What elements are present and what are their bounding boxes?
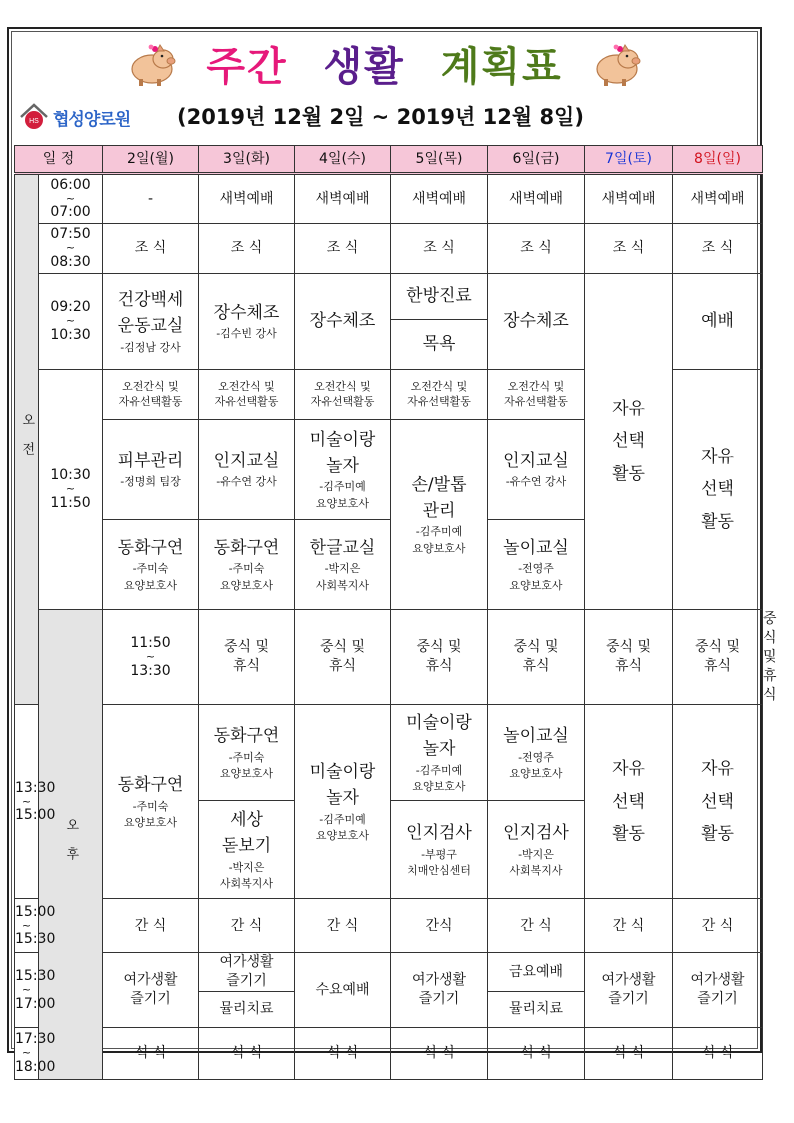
dawn-cell: 새벽예배 <box>295 174 391 224</box>
breakfast-cell: 조 식 <box>488 224 585 274</box>
lunch-cell: 중식 및 휴식 <box>673 610 763 705</box>
music-therapy-cell: 뮬리치료 <box>199 992 295 1028</box>
row-snack <box>15 899 763 953</box>
leisure-cell: 여가생활 즐기기 <box>585 953 673 1028</box>
header-day: 3일(화) <box>199 146 295 174</box>
header-day-sunday: 8일(일) <box>673 146 763 174</box>
row-lunch: 오 후 11:50 ~ 13:30 중식 및 휴식 중식 및 휴식 중식 및 휴식 중식 및 휴식 중식 및 휴식 중식 및 휴식 중식 및 휴식 <box>15 610 763 705</box>
house-heart-icon <box>19 103 49 131</box>
activity-cell: 오전간식 및 자유선택활동 <box>199 370 295 420</box>
activity-cell: 한글교실 -박지은 사회복지사 <box>295 520 391 610</box>
breakfast-cell: 조 식 <box>391 224 488 274</box>
activity-cell: 오전간식 및 자유선택활동 <box>295 370 391 420</box>
activity-cell: 장수체조 -김수빈 강사 <box>199 274 295 370</box>
dinner-cell: 석 식 <box>585 1028 673 1080</box>
dinner-cell: 석 식 <box>295 1028 391 1080</box>
time-slot: 15:00 ~ 15:30 <box>15 899 39 953</box>
dawn-cell: 새벽예배 <box>391 174 488 224</box>
activity-cell: 장수체조 <box>295 274 391 370</box>
activity-cell: 오전간식 및 자유선택활동 <box>391 370 488 420</box>
title-word-2: 생활 <box>323 44 405 90</box>
time-slot: 15:30 ~ 17:00 <box>15 953 39 1028</box>
period-pm: 오 후 <box>39 610 103 1080</box>
breakfast-cell: 조 식 <box>295 224 391 274</box>
activity-cell: 동화구연 -주미숙 요양보호사 <box>199 705 295 801</box>
org-name: 협성양로원 <box>53 109 131 130</box>
lunch-cell: 중식 및 휴식 <box>391 610 488 705</box>
header-day: 6일(금) <box>488 146 585 174</box>
title-word-3: 계획표 <box>440 44 563 90</box>
dawn-cell: - <box>103 174 199 224</box>
worship-cell: 금요예배 <box>488 953 585 992</box>
dawn-cell: 새벽예배 <box>488 174 585 224</box>
activity-cell: 동화구연 -주미숙 요양보호사 <box>103 705 199 899</box>
free-activity-cell: 자유 선택 활동 <box>585 274 673 610</box>
activity-cell: 피부관리 -정명희 팀장 <box>103 420 199 520</box>
header-day: 2일(월) <box>103 146 199 174</box>
header-day: 4일(수) <box>295 146 391 174</box>
dinner-cell: 석 식 <box>488 1028 585 1080</box>
activity-cell: 동화구연 -주미숙 요양보호사 <box>199 520 295 610</box>
activity-cell: 미술이랑 놀자 -김주미예 요양보호사 <box>295 420 391 520</box>
snack-cell: 간 식 <box>295 899 391 953</box>
breakfast-cell: 조 식 <box>199 224 295 274</box>
row-morning-1a <box>15 274 763 320</box>
activity-cell: 인지검사 -박지은 사회복지사 <box>488 801 585 899</box>
activity-cell: 미술이랑 놀자 -김주미예 요양보호사 <box>295 705 391 899</box>
breakfast-cell: 조 식 <box>585 224 673 274</box>
activity-cell: 목욕 <box>391 320 488 370</box>
leisure-cell: 여가생활 즐기기 <box>391 953 488 1028</box>
dinner-cell: 석 식 <box>673 1028 763 1080</box>
leisure-cell: 여가생활 즐기기 <box>199 953 295 992</box>
activity-cell: 예배 <box>673 274 763 370</box>
dawn-cell: 새벽예배 <box>673 174 763 224</box>
activity-cell: 장수체조 <box>488 274 585 370</box>
dawn-cell: 새벽예배 <box>585 174 673 224</box>
activity-cell: 손/발톱 관리 -김주미예 요양보호사 <box>391 420 488 610</box>
activity-cell: 인지검사 -부평구 치매안심센터 <box>391 801 488 899</box>
row-breakfast <box>15 224 763 274</box>
worship-cell: 수요예배 <box>295 953 391 1028</box>
page-title <box>9 37 760 97</box>
title-word-1: 주간 <box>206 44 288 90</box>
page-frame <box>7 27 777 1076</box>
time-slot: 06:00 ~ 07:00 <box>39 174 103 224</box>
lunch-cell: 중식 및 휴식 <box>488 610 585 705</box>
music-therapy-cell: 뮬리치료 <box>488 992 585 1028</box>
snack-cell: 간 식 <box>103 899 199 953</box>
header-row <box>15 146 763 174</box>
snack-cell: 간 식 <box>199 899 295 953</box>
activity-cell: 건강백세 운동교실 -김정남 강사 <box>103 274 199 370</box>
activity-cell: 놀이교실 -전영주 요양보호사 <box>488 705 585 801</box>
dawn-cell: 새벽예배 <box>199 174 295 224</box>
row-leisure-a <box>15 953 763 992</box>
activity-cell: 한방진료 <box>391 274 488 320</box>
lunch-cell: 중식 및 휴식 <box>295 610 391 705</box>
time-slot: 11:50 ~ 13:30 <box>103 610 199 705</box>
breakfast-cell: 조 식 <box>103 224 199 274</box>
row-afternoon-a <box>15 705 763 801</box>
dinner-cell: 석 식 <box>391 1028 488 1080</box>
row-dinner <box>15 1028 763 1080</box>
dinner-cell: 석 식 <box>199 1028 295 1080</box>
header-day: 5일(목) <box>391 146 488 174</box>
activity-cell: 미술이랑 놀자 -김주미예 요양보호사 <box>391 705 488 801</box>
lunch-cell: 중식 및 휴식 <box>199 610 295 705</box>
activity-cell: 세상 돋보기 -박지은 사회복지사 <box>199 801 295 899</box>
org-logo <box>19 101 130 133</box>
lunch-cell: 중식 및 휴식 <box>585 610 673 705</box>
free-activity-cell: 자유 선택 활동 <box>673 370 763 610</box>
header-day-saturday: 7일(토) <box>585 146 673 174</box>
row-dawn <box>15 174 763 224</box>
header-label: 일 정 <box>15 146 103 174</box>
activity-cell: 동화구연 -주미숙 요양보호사 <box>103 520 199 610</box>
time-slot: 13:30 ~ 15:00 <box>15 705 39 899</box>
period-am: 오 전 <box>15 174 39 705</box>
leisure-cell: 여가생활 즐기기 <box>673 953 763 1028</box>
leisure-cell: 여가생활 즐기기 <box>103 953 199 1028</box>
free-activity-cell: 자유 선택 활동 <box>585 705 673 899</box>
snack-cell: 간식 <box>391 899 488 953</box>
dinner-cell: 석 식 <box>103 1028 199 1080</box>
date-range: (2019년 12월 2일 ~ 2019년 12월 8일) <box>177 105 584 129</box>
schedule-table <box>14 145 777 1080</box>
pig-icon <box>592 41 642 87</box>
snack-cell: 간 식 <box>585 899 673 953</box>
time-slot: 10:30 ~ 11:50 <box>39 370 103 610</box>
snack-cell: 간 식 <box>488 899 585 953</box>
activity-cell: 놀이교실 -전영주 요양보호사 <box>488 520 585 610</box>
activity-cell: 인지교실 -유수연 강사 <box>488 420 585 520</box>
free-activity-cell: 자유 선택 활동 <box>673 705 763 899</box>
time-slot: 09:20 ~ 10:30 <box>39 274 103 370</box>
logo-initials: HS <box>29 118 39 125</box>
time-slot: 07:50 ~ 08:30 <box>39 224 103 274</box>
activity-cell: 오전간식 및 자유선택활동 <box>103 370 199 420</box>
time-slot: 17:30 ~ 18:00 <box>15 1028 39 1080</box>
snack-cell: 간 식 <box>673 899 763 953</box>
breakfast-cell: 조 식 <box>673 224 763 274</box>
activity-cell: 인지교실 -유수연 강사 <box>199 420 295 520</box>
activity-cell: 오전간식 및 자유선택활동 <box>488 370 585 420</box>
